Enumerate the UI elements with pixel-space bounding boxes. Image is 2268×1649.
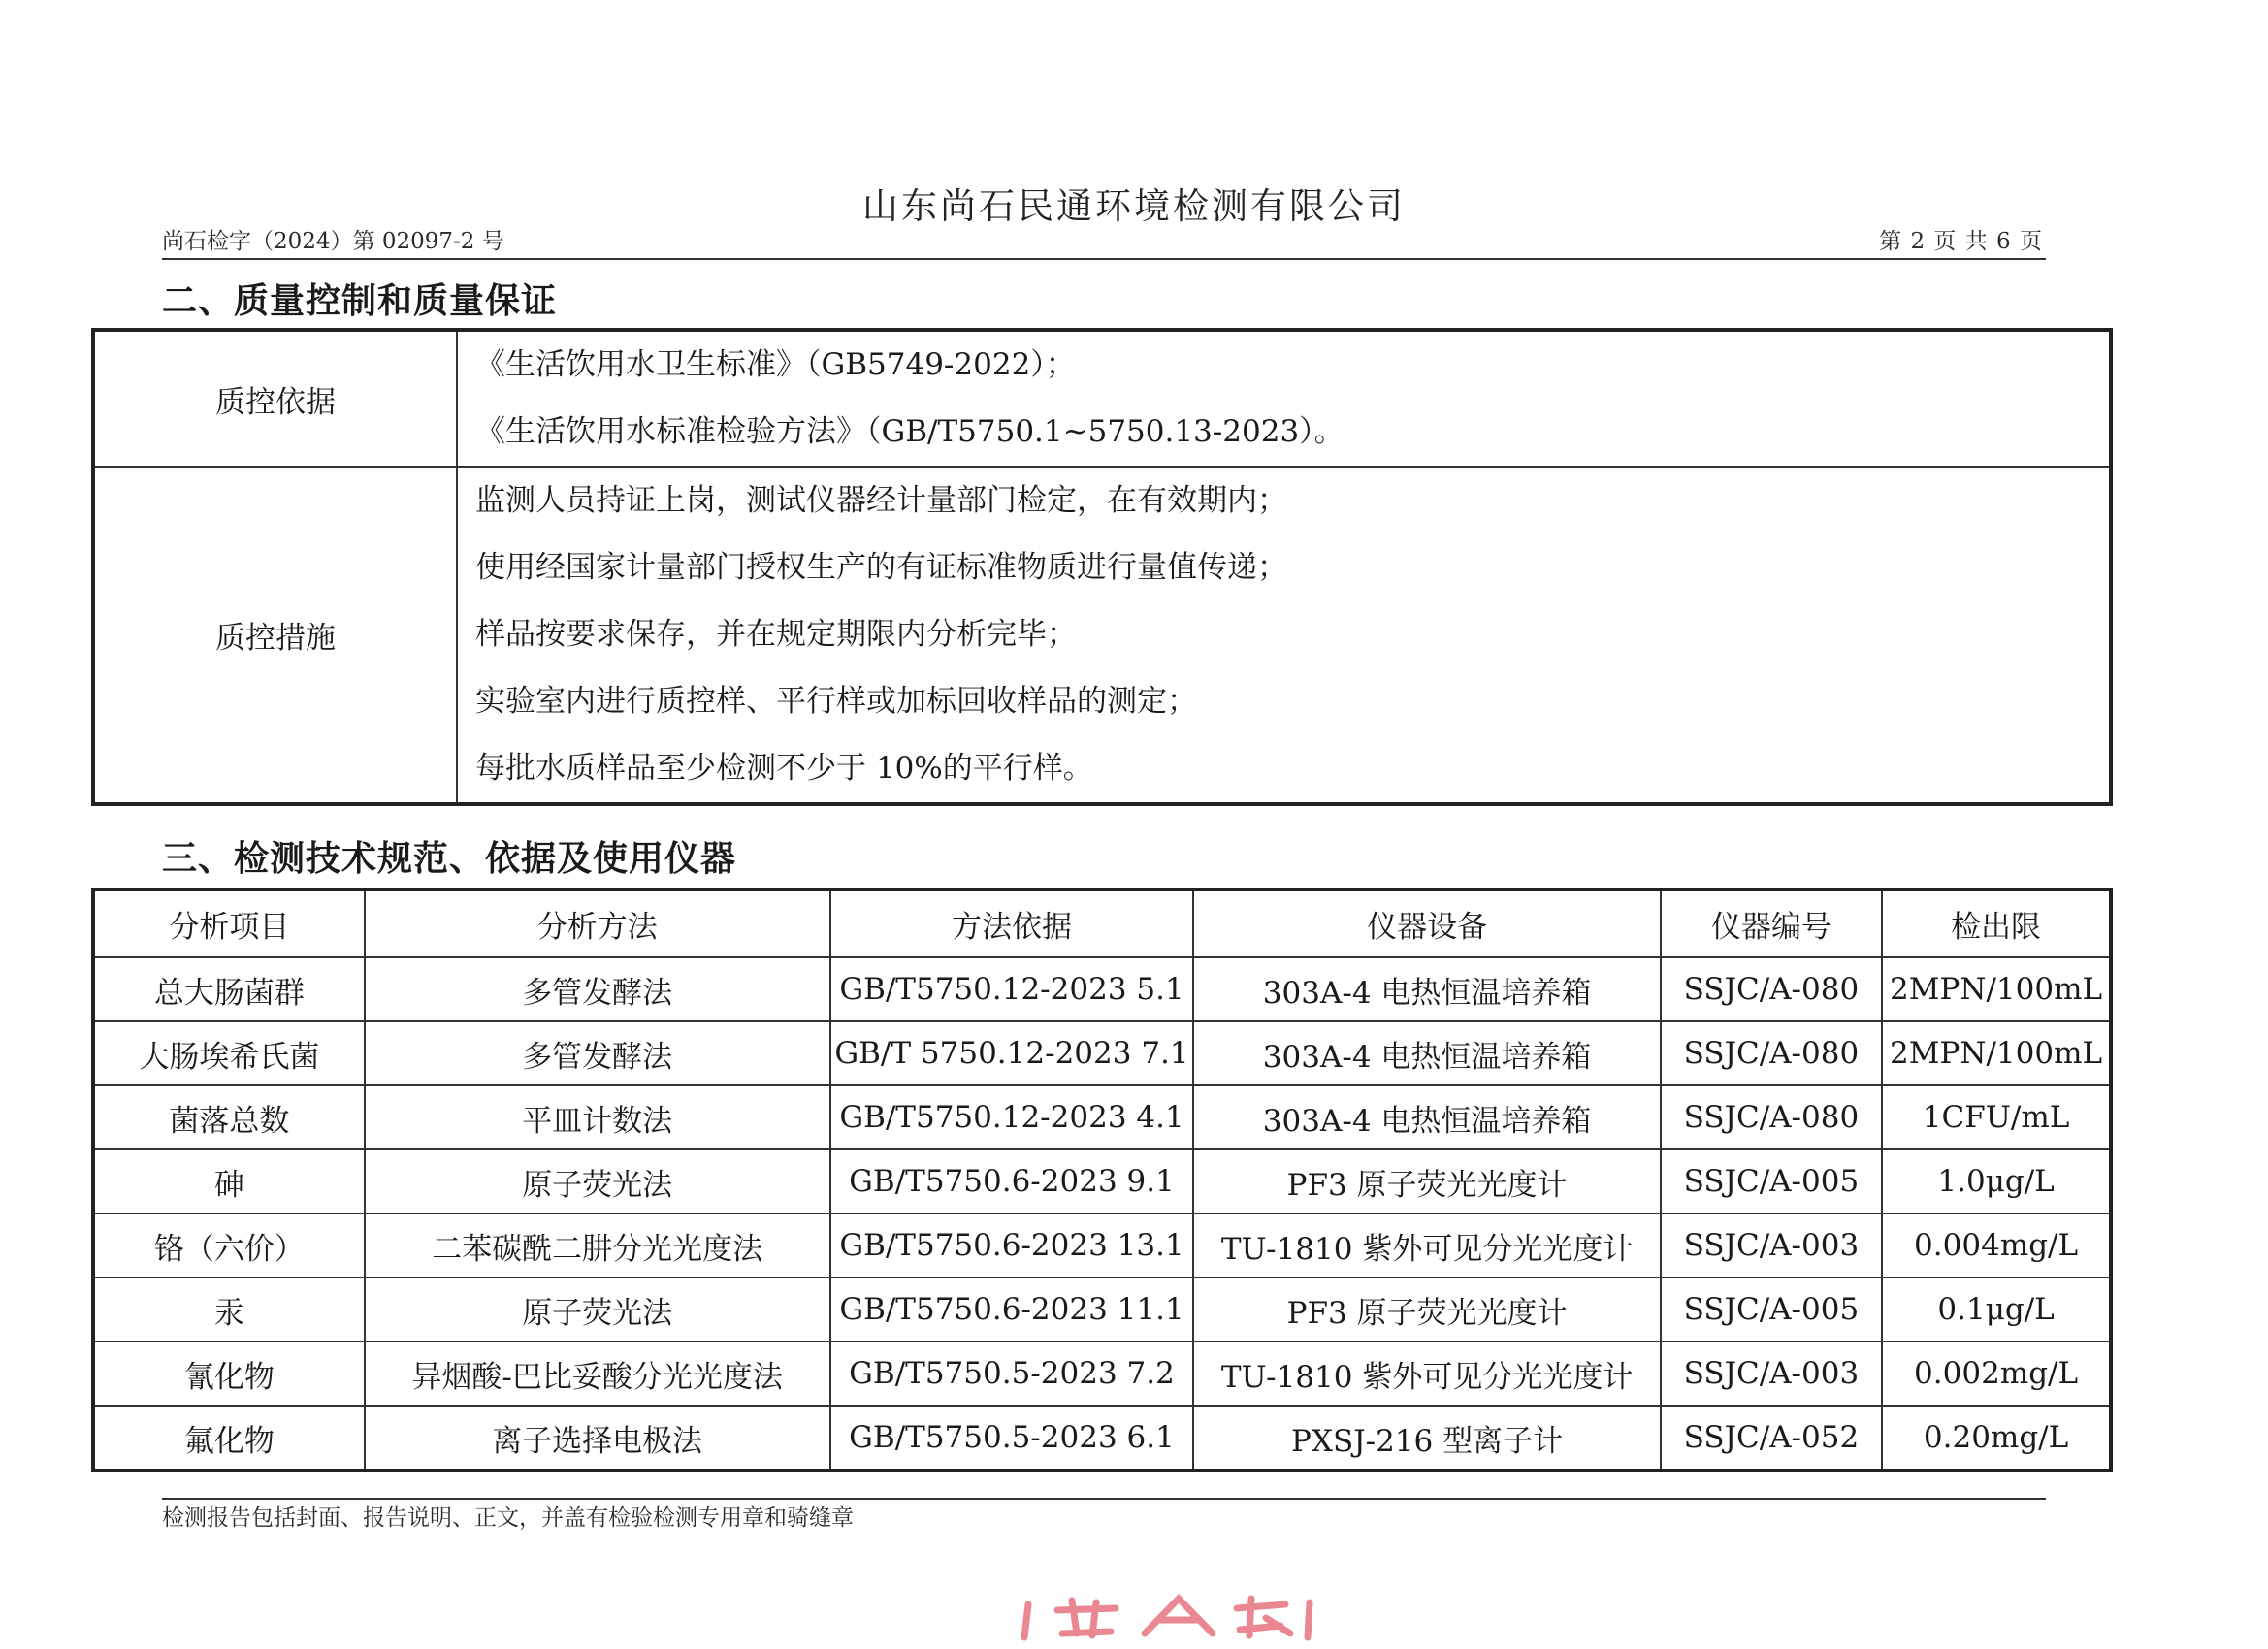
qc-table [91,328,2113,806]
cell-method-basis: GB/T 5750.12-2023 7.1 [830,1021,1194,1085]
header-divider [162,258,2046,260]
cell-instrument: 303A-4 电热恒温培养箱 [1193,1021,1660,1085]
company-name: 山东尚石民通环境检测有限公司 [862,185,1406,227]
table-row [93,1277,2111,1342]
column-header: 检出限 [1882,889,2111,957]
cell-detection-limit: 2MPN/100mL [1882,1021,2111,1085]
seal-stamp-fragment [1019,1591,1319,1641]
cell-analysis-method: 离子选择电极法 [365,1406,830,1471]
table-row [93,1021,2111,1085]
cell-method-basis: GB/T5750.5-2023 7.2 [830,1342,1194,1406]
methods-table [91,888,2113,1472]
qc-measure-line: 监测人员持证上岗，测试仪器经计量部门检定，在有效期内； [475,483,1287,518]
seal-stroke [1237,1599,1290,1635]
cell-method-basis: GB/T5750.5-2023 6.1 [830,1406,1194,1471]
cell-analysis-item: 氰化物 [93,1342,365,1406]
cell-analysis-method: 多管发酵法 [365,1021,830,1085]
cell-analysis-method: 原子荧光法 [365,1149,830,1213]
qc-basis-line: 《生活饮用水标准检验方法》（GB/T5750.1~5750.13-2023）。 [475,414,1345,449]
column-header: 仪器设备 [1193,889,1660,957]
seal-stroke [1057,1600,1116,1635]
column-header: 仪器编号 [1661,889,1882,957]
cell-instrument: TU-1810 紫外可见分光光度计 [1193,1213,1660,1277]
cell-method-basis: GB/T5750.6-2023 11.1 [830,1277,1194,1342]
cell-detection-limit: 0.1μg/L [1882,1277,2111,1342]
qc-basis-label: 质控依据 [93,330,457,467]
table-row [93,1406,2111,1471]
cell-detection-limit: 0.20mg/L [1882,1406,2111,1471]
qc-measures-row [93,467,2111,804]
page-indicator: 第 2 页 共 6 页 [1879,229,2043,254]
column-header: 分析项目 [93,889,365,957]
qc-measures-content [457,467,2111,804]
cell-analysis-item: 大肠埃希氏菌 [93,1021,365,1085]
cell-instrument: TU-1810 紫外可见分光光度计 [1193,1342,1660,1406]
cell-instrument-id: SSJC/A-080 [1661,1085,1882,1149]
column-header: 方法依据 [830,889,1194,957]
cell-detection-limit: 0.004mg/L [1882,1213,2111,1277]
qc-basis-content [457,330,2111,467]
qc-measure-line: 实验室内进行质控样、平行样或加标回收样品的测定； [475,684,1197,719]
cell-instrument: PXSJ-216 型离子计 [1193,1406,1660,1471]
qc-measure-line: 样品按要求保存，并在规定期限内分析完毕； [475,617,1077,652]
cell-instrument: PF3 原子荧光光度计 [1193,1149,1660,1213]
table-row [93,1149,2111,1213]
section-title-methods: 三、检测技术规范、依据及使用仪器 [162,838,737,879]
cell-detection-limit: 2MPN/100mL [1882,957,2111,1021]
qc-measures-label: 质控措施 [93,467,457,804]
cell-analysis-method: 平皿计数法 [365,1085,830,1149]
seal-stroke [1024,1604,1028,1637]
cell-analysis-method: 异烟酸-巴比妥酸分光光度法 [365,1342,830,1406]
cell-method-basis: GB/T5750.12-2023 4.1 [830,1085,1194,1149]
cell-detection-limit: 0.002mg/L [1882,1342,2111,1406]
qc-measure-line: 每批水质样品至少检测不少于 10%的平行样。 [475,751,1093,786]
cell-analysis-item: 砷 [93,1149,365,1213]
qc-basis-line: 《生活饮用水卫生标准》（GB5749-2022）； [475,347,1076,382]
cell-instrument-id: SSJC/A-052 [1661,1406,1882,1471]
cell-instrument-id: SSJC/A-005 [1661,1277,1882,1342]
seal-stroke [1145,1599,1213,1633]
qc-basis-row [93,330,2111,467]
cell-instrument-id: SSJC/A-080 [1661,1021,1882,1085]
cell-method-basis: GB/T5750.6-2023 9.1 [830,1149,1194,1213]
cell-instrument-id: SSJC/A-003 [1661,1213,1882,1277]
cell-instrument-id: SSJC/A-003 [1661,1342,1882,1406]
cell-analysis-method: 原子荧光法 [365,1277,830,1342]
cell-analysis-item: 氟化物 [93,1406,365,1471]
column-header: 分析方法 [365,889,830,957]
cell-instrument: PF3 原子荧光光度计 [1193,1277,1660,1342]
cell-instrument-id: SSJC/A-005 [1661,1149,1882,1213]
cell-analysis-item: 菌落总数 [93,1085,365,1149]
cell-analysis-method: 多管发酵法 [365,957,830,1021]
table-row [93,957,2111,1021]
table-row [93,1213,2111,1277]
table-row [93,1085,2111,1149]
cell-method-basis: GB/T5750.12-2023 5.1 [830,957,1194,1021]
cell-analysis-item: 汞 [93,1277,365,1342]
cell-analysis-item: 总大肠菌群 [93,957,365,1021]
qc-measure-line: 使用经国家计量部门授权生产的有证标准物质进行量值传递； [475,550,1287,585]
cell-analysis-item: 铬（六价） [93,1213,365,1277]
cell-analysis-method: 二苯碳酰二肼分光光度法 [365,1213,830,1277]
cell-instrument: 303A-4 电热恒温培养箱 [1193,957,1660,1021]
cell-detection-limit: 1CFU/mL [1882,1085,2111,1149]
seal-stroke [1308,1602,1310,1637]
cell-instrument: 303A-4 电热恒温培养箱 [1193,1085,1660,1149]
table-header-row [93,889,2111,957]
cell-detection-limit: 1.0μg/L [1882,1149,2111,1213]
footnote: 检测报告包括封面、报告说明、正文，并盖有检验检测专用章和骑缝章 [162,1505,854,1531]
table-row [93,1342,2111,1406]
report-number: 尚石检字（2024）第 02097-2 号 [162,229,504,254]
cell-instrument-id: SSJC/A-080 [1661,957,1882,1021]
section-title-qc: 二、质量控制和质量保证 [162,280,558,321]
cell-method-basis: GB/T5750.6-2023 13.1 [830,1213,1194,1277]
